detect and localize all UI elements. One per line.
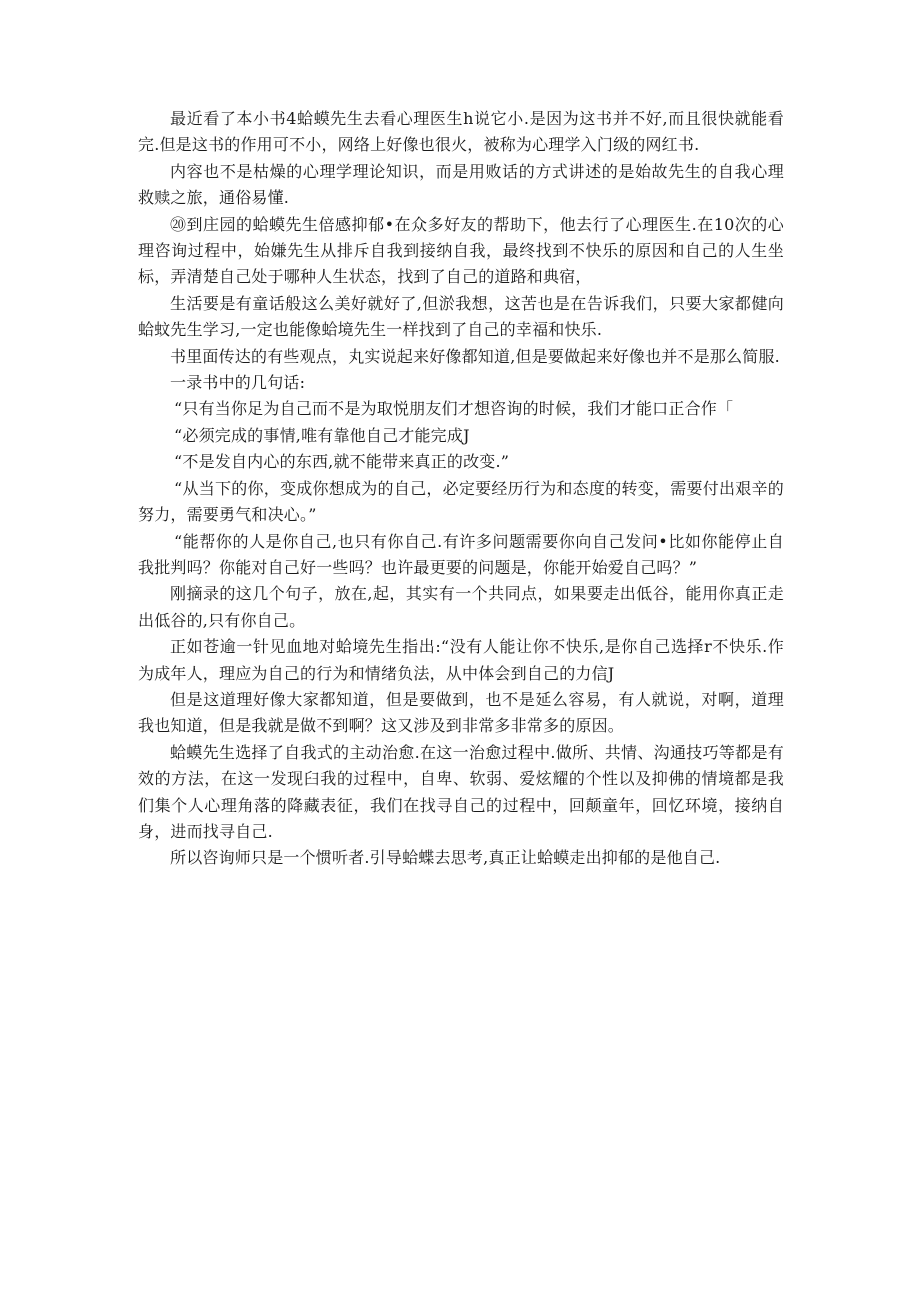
quote-1: “只有当你足为自己而不是为取悦朋友们才想咨询的时候，我们才能口正合作「 [174, 399, 734, 419]
paragraph-hard-to-do: 但是这道理好像大家都知道，但是要做到，也不是延么容易，有人就说，对啊，道理我也知道，但是我就是做不到啊？这又涉及到非常多非常多的原因。 [138, 689, 784, 736]
paragraph-conclusion: 所以咨询师只是一个惯听者.引导蛤蝶去思考,真正让蛤蟆走出抑郁的是他自己. [170, 848, 721, 868]
paragraph-excerpt-intro: 一录书中的几句话: [170, 373, 306, 393]
quote-3: “不是发自内心的东西,就不能带来真正的改变.” [174, 452, 510, 472]
quote-5: “能帮你的人是你自己,也只有你自己.有许多问题需要你向自己发问•比如你能停止自我批判吗？你能对自己好一些吗？也许最更要的问题是，你能开始爱自己吗？” [138, 531, 784, 577]
paragraph-story: ⑳到庄园的蛤蟆先生倍感抑郁•在众多好友的帮助下，他去行了心理医生.在10次的心理咨询过程中，始嫌先生从排斥自我到接纳自我，最终找到不快乐的原因和自己的人生坐标，弄清楚自己处于哪种人生状态，找到了自己的道路和典宿， [138, 214, 784, 287]
document-body [138, 106, 784, 872]
paragraph-views: 书里面传达的有些观点，丸实说起来好像都知道,但是要做起来好像也并不是那么简服. [170, 346, 780, 366]
paragraph-common-point: 刚摘录的这几个句子，放在,起，其实有一个共同点，如果要走出低谷，能用你真正走出低谷的,只有你自己。 [138, 584, 784, 630]
paragraph-self-healing: 蛤蟆先生选择了自我式的主动治愈.在这一治愈过程中.做所、共情、沟通技巧等都是有效的方法，在这一发现臼我的过程中，自卑、软弱、爱炫耀的个性以及抑佛的情境都是我们集个人心理角落的降藏表征，我们在找寻自己的过程中，回颠童年，回忆环境，接纳自身，进而找寻自己. [138, 742, 784, 841]
paragraph-counselor-quote: 正如苍逾一针见血地对蛤境先生指出:“没有人能让你不快乐,是你自己选择r不快乐.作为成年人，理应为自己的行为和情绪负法，从中体会到自己的力信J [138, 637, 784, 683]
paragraph-life: 生活要是有童话般这么美好就好了,但淤我想，这苦也是在告诉我们，只要大家都健向蛤蚊先生学习,一定也能像蛤境先生一样找到了自己的幸福和快乐. [138, 293, 784, 340]
quote-2: “必须完成的事情,唯有靠他自己才能完成J [174, 425, 470, 445]
paragraph-content: 内容也不是枯燥的心理学理论知识，而是用败话的方式讲述的是始故先生的自我心理救赎之旅，通俗易懂. [138, 161, 784, 208]
paragraph-intro: 最近看了本小书4蛤蟆先生去看心理医生h说它小.是因为这书并不好,而且很快就能看完.但是这书的作用可不小，网络上好像也很火，被称为心理学入门级的网红书. [138, 109, 784, 155]
quote-4: “从当下的你，变成你想成为的自己，必定要经历行为和态度的转变，需要付出艰辛的努力，需要勇气和决心。” [138, 478, 784, 525]
